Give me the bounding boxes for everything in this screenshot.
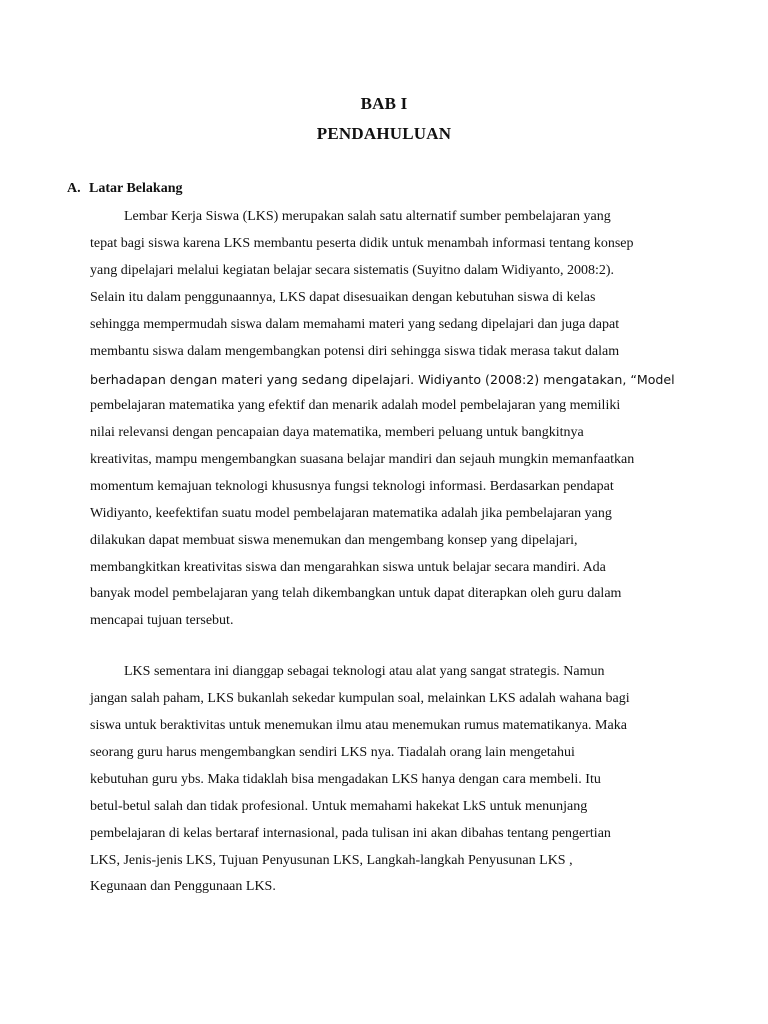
paragraph1-line: mencapai tujuan tersebut. xyxy=(90,613,234,628)
paragraph2-line: betul-betul salah dan tidak profesional. Untuk memahami hakekat LkS untuk menunjang xyxy=(90,799,588,814)
paragraph1-line: Widiyanto, keefektifan suatu model pembelajaran matematika adalah jika pembelajaran yang xyxy=(90,506,612,521)
paragraph2-line: pembelajaran di kelas bertaraf internasional, pada tulisan ini akan dibahas tentang pengertian xyxy=(90,826,611,841)
paragraph1-line: pembelajaran matematika yang efektif dan menarik adalah model pembelajaran yang memiliki xyxy=(90,398,621,413)
chapter-number: BAB I xyxy=(360,94,408,113)
paragraph1-line: sehingga mempermudah siswa dalam memahami materi yang sedang dipelajari dan juga dapat xyxy=(90,317,620,332)
paragraph1-line: dilakukan dapat membuat siswa menemukan dan mengembang konsep yang dipelajari, xyxy=(90,533,578,548)
paragraph2-line: LKS sementara ini dianggap sebagai teknologi atau alat yang sangat strategis. Namun xyxy=(124,664,605,679)
section-number: A. xyxy=(67,181,81,196)
paragraph2-line: seorang guru harus mengembangkan sendiri LKS nya. Tiadalah orang lain mengetahui xyxy=(90,745,575,760)
paragraph1-line: yang dipelajari melalui kegiatan belajar secara sistematis (Suyitno dalam Widiyanto, 2008:2). xyxy=(90,263,615,278)
paragraph1-line: membantu siswa dalam mengembangkan potensi diri sehingga siswa tidak merasa takut dalam xyxy=(90,344,620,359)
paragraph1-line: Selain itu dalam penggunaannya, LKS dapat disesuaikan dengan kebutuhan siswa di kelas xyxy=(90,290,596,305)
paragraph1-line: banyak model pembelajaran yang telah dikembangkan untuk dapat diterapkan oleh guru dalam xyxy=(90,586,622,601)
paragraph2-line: LKS, Jenis-jenis LKS, Tujuan Penyusunan LKS, Langkah-langkah Penyusunan LKS , xyxy=(90,853,573,868)
paragraph2-line: siswa untuk beraktivitas untuk menemukan ilmu atau menemukan rumus matematikanya. Maka xyxy=(90,718,627,733)
paragraph1-line: membangkitkan kreativitas siswa dan mengarahkan siswa untuk belajar secara mandiri. Ada xyxy=(90,560,606,575)
paragraph1-line: momentum kemajuan teknologi khususnya fungsi teknologi informasi. Berdasarkan pendapat xyxy=(90,479,614,494)
paragraph2-line: kebutuhan guru ybs. Maka tidaklah bisa mengadakan LKS hanya dengan cara membeli. Itu xyxy=(90,772,601,787)
paragraph1-line: tepat bagi siswa karena LKS membantu peserta didik untuk menambah informasi tentang konsep xyxy=(90,236,634,251)
chapter-title: PENDAHULUAN xyxy=(316,124,452,143)
section-heading xyxy=(67,181,182,197)
paragraph1-line: nilai relevansi dengan pencapaian daya matematika, memberi peluang untuk bangkitnya xyxy=(90,425,584,440)
paragraph1-line: berhadapan dengan materi yang sedang dipelajari. Widiyanto (2008:2) mengatakan, “Model xyxy=(90,372,675,387)
paragraph1-line: Lembar Kerja Siswa (LKS) merupakan salah satu alternatif sumber pembelajaran yang xyxy=(124,209,611,224)
section-title: Latar Belakang xyxy=(89,181,183,196)
paragraph1-line: kreativitas, mampu mengembangkan suasana belajar mandiri dan sejauh mungkin memanfaatkan xyxy=(90,452,635,467)
paragraph2-line: Kegunaan dan Penggunaan LKS. xyxy=(90,879,276,894)
paragraph2-line: jangan salah paham, LKS bukanlah sekedar kumpulan soal, melainkan LKS adalah wahana bagi xyxy=(90,691,630,706)
